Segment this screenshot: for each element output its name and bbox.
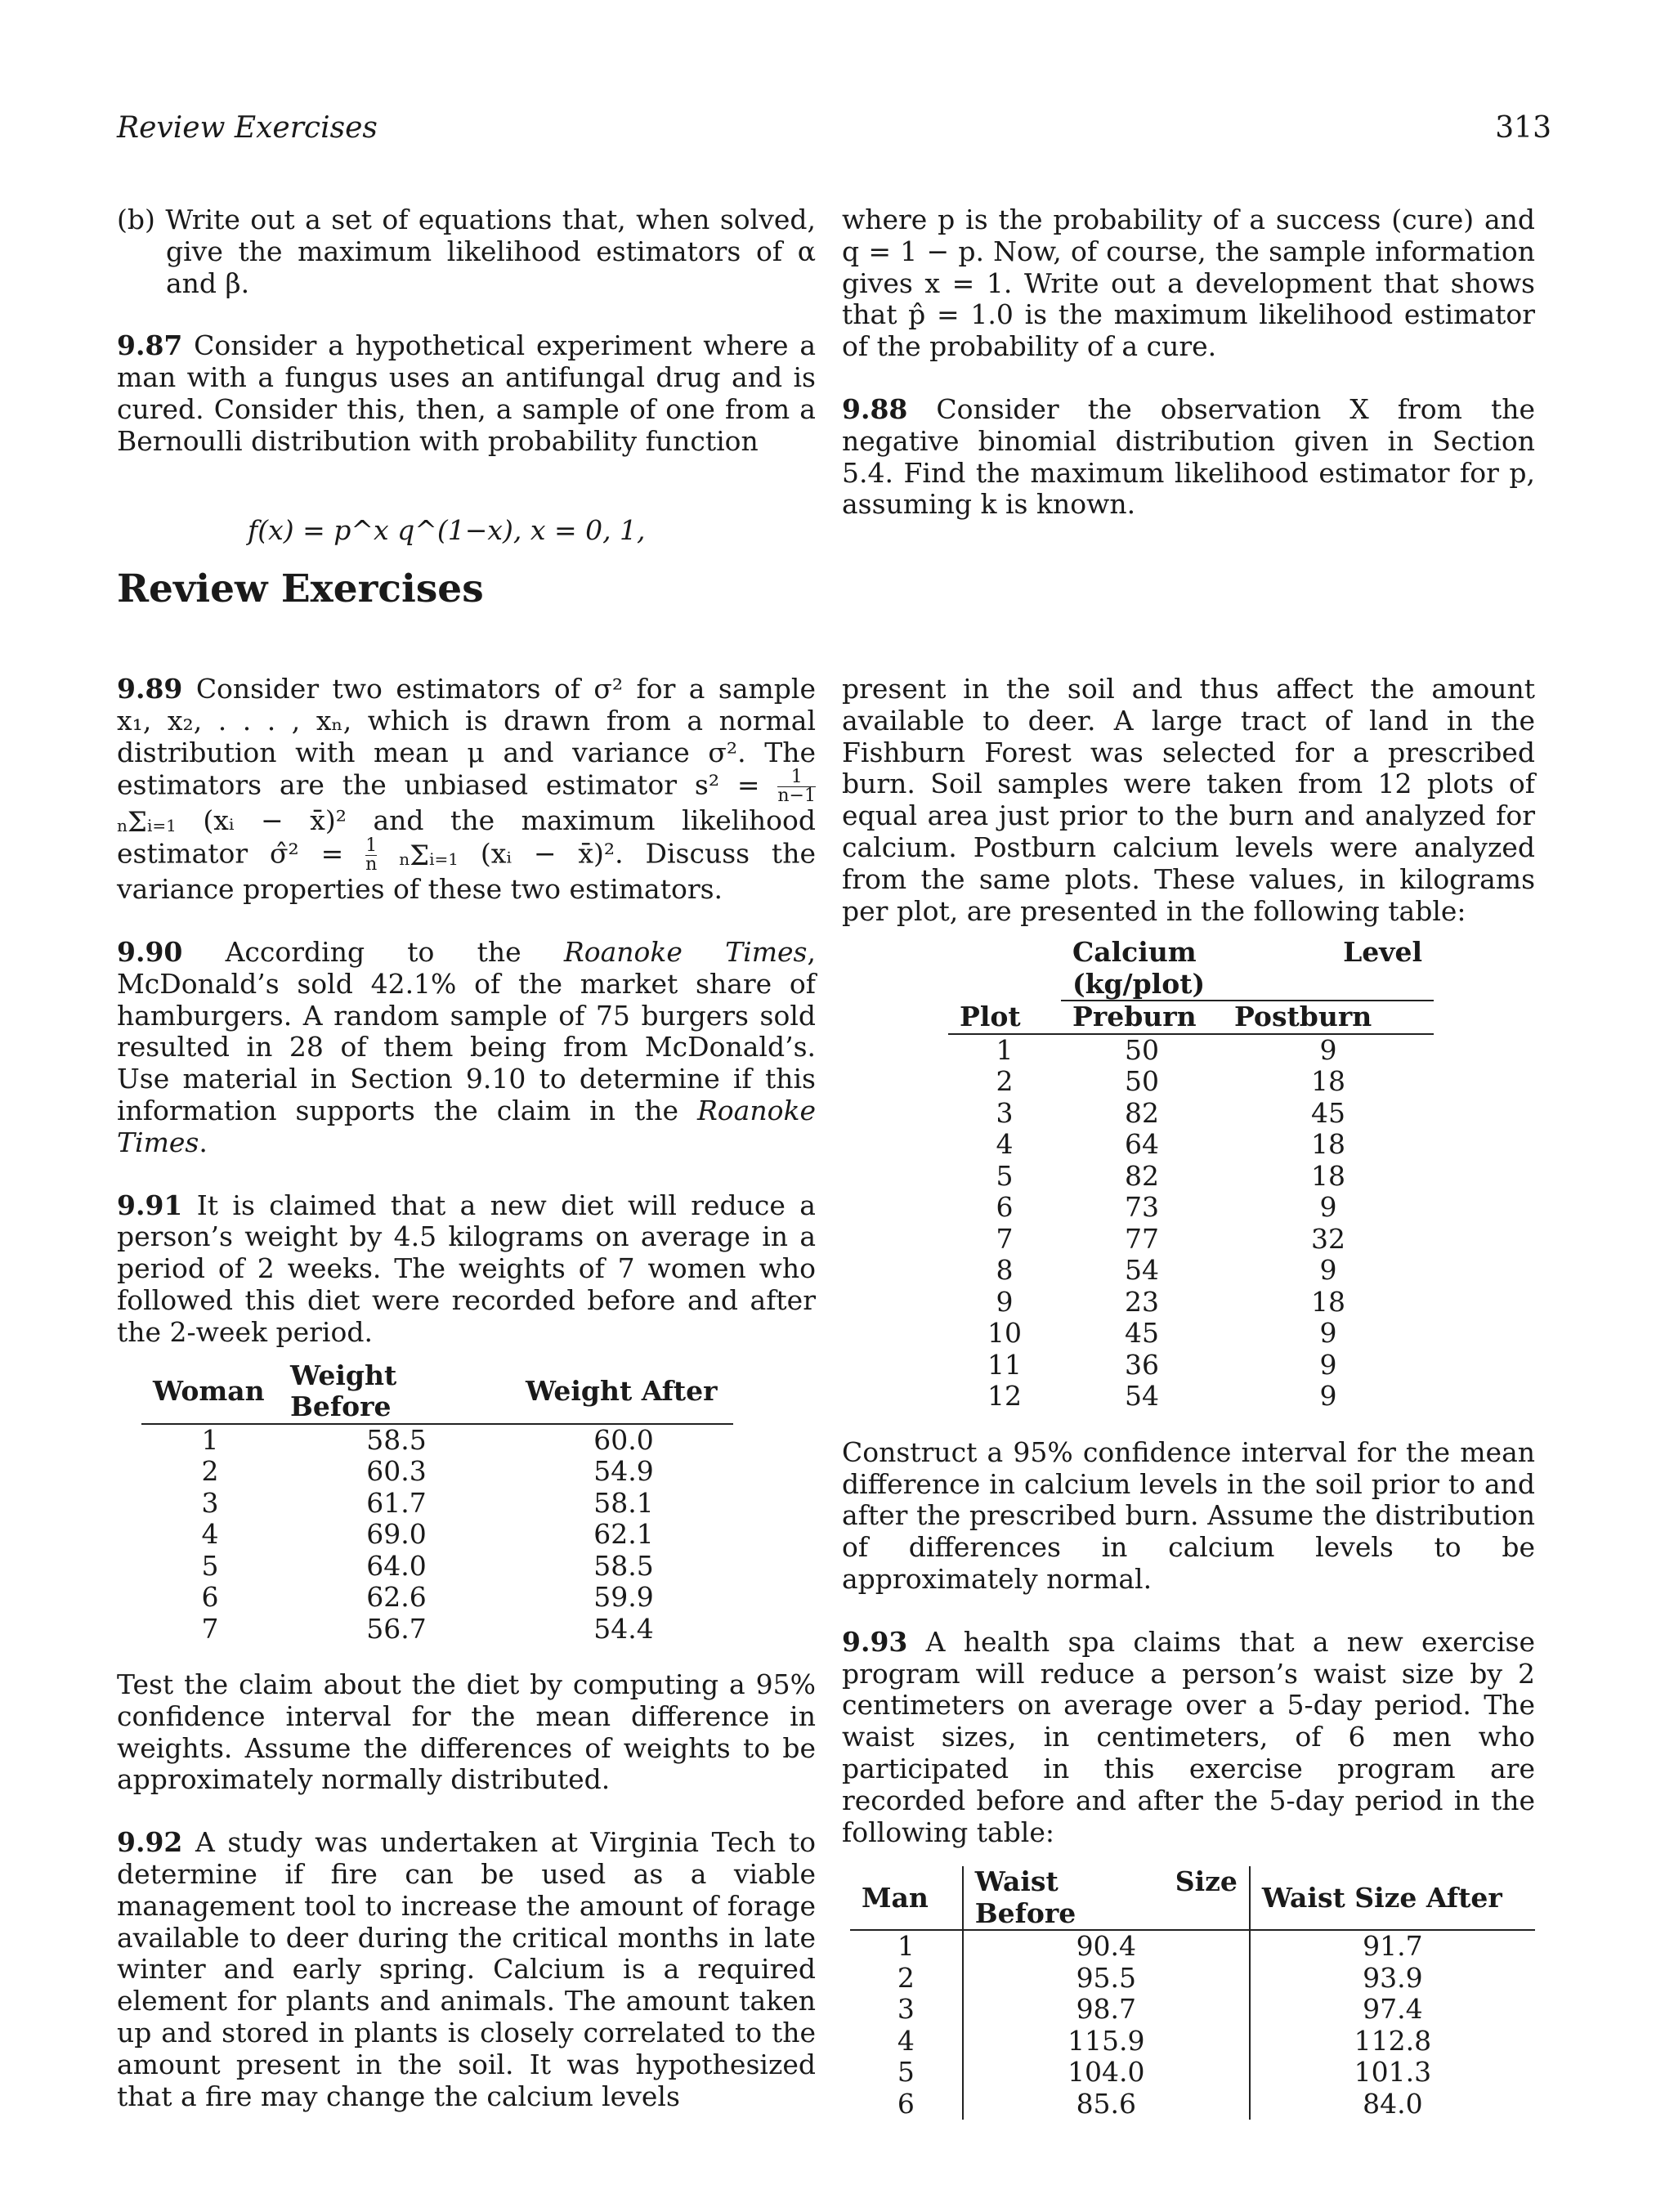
- table-row: 4 69.0 62.1: [201, 1518, 654, 1551]
- table-header: Woman: [141, 1360, 279, 1424]
- table-row: 1 50 9: [996, 1033, 1337, 1066]
- right-bottom-column: [842, 674, 1535, 2120]
- fraction-1-over-n-minus-1: $\frac{1}{n-1}$: [777, 767, 816, 807]
- summation-symbol: nΣi=1: [399, 839, 459, 872]
- exercise-9-92-conclusion: Construct a 95% confidence interval for the mean difference in calcium levels in the soil prior to and after the prescribed burn. Assume the distribution of differences in calcium levels to be approximately normal.: [842, 1435, 1535, 1596]
- table-header: Waist Size Before: [963, 1866, 1250, 1930]
- exercise-9-91: 9.91 It is claimed that a new diet will reduce a person’s weight by 4.5 kilograms on average in a period of 2 weeks. The weights of 7 women who followed this diet were recorded before and after the 2-week period.: [117, 1189, 816, 1348]
- waist-table: [850, 1866, 1535, 2120]
- table-row: 11 36 9: [987, 1348, 1337, 1381]
- exercise-9-87-continued: where p is the probability of a success (cure) and q = 1 − p. Now, of course, the sample information gives x = 1. Write out a development that shows that p̂ = 1.0 is the maximum likelihood estimator of the probability of a cure.: [842, 204, 1535, 363]
- table-header: Weight After: [514, 1360, 733, 1424]
- exercise-9-89: 9.89 Consider two estimators of σ² for a sample x₁, x₂, . . . , xₙ, which is drawn from a normal distribution with mean μ and variance σ². The estimators are the unbiased estimator s² = $\frac{1}{n-1}$ nΣi=1 (xᵢ − x̄)² and the maximum likelihood estimator σ̂² = $\frac{1}{n}$ nΣi=1 (xᵢ − x̄)². Discuss the variance properties of these two estimators.: [117, 673, 817, 906]
- exercise-9-92-continued: present in the soil and thus affect the amount available to deer. A large tract of land in the Fishburn Forest was selected for a prescribed burn. Soil samples were taken from 12 plots of equal area just prior to the burn and analyzed for calcium. Postburn calcium levels were analyzed from the same plots. These values, in kilograms per plot, are presented in the following table:: [842, 673, 1535, 927]
- table-row: 3 61.7 58.1: [201, 1486, 654, 1519]
- table-row: 2 60.3 54.9: [201, 1455, 654, 1488]
- table-row: 1 90.4 91.7: [850, 1930, 1535, 1963]
- table-row: 6 73 9: [996, 1191, 1337, 1224]
- exercise-part-b: (b) Write out a set of equations that, when solved, give the maximum likelihood estimators of α and β.: [117, 204, 816, 299]
- right-top-column: [842, 204, 1535, 521]
- weight-table: [141, 1360, 733, 1646]
- table-row: 6 62.6 59.9: [201, 1581, 654, 1614]
- bernoulli-equation: f(x) = p^x q^(1−x), x = 0, 1,: [248, 513, 646, 546]
- table-super-header: Calcium Level (kg/plot): [1061, 937, 1434, 1001]
- section-title: Review Exercises: [117, 566, 484, 611]
- table-header: Man: [850, 1866, 963, 1930]
- table-row: 4 64 18: [996, 1128, 1345, 1161]
- table-row: 7 56.7 54.4: [201, 1612, 654, 1645]
- exercise-9-90: 9.90 According to the Roanoke Times, McDonald’s sold 42.1% of the market share of hamburgers. A random sample of 75 burgers sold resulted in 28 of them being from McDonald’s. Use material in Section 9.10 to determine if this information supports the claim in the Roanoke Times.: [117, 935, 816, 1158]
- exercise-9-87: 9.87 Consider a hypothetical experiment where a man with a fungus uses an antifungal drug and is cured. Consider this, then, a sample of one from a Bernoulli distribution with probability function: [117, 329, 816, 457]
- exercise-9-88: 9.88 Consider the observation X from the negative binomial distribution given in Section 5.4. Find the maximum likelihood estimator for p, assuming k is known.: [842, 392, 1536, 521]
- table-row: 8 54 9: [996, 1254, 1337, 1287]
- table-row: 12 54 9: [987, 1380, 1337, 1413]
- table-row: 3 82 45: [996, 1096, 1345, 1129]
- table-header: Waist Size After: [1250, 1866, 1535, 1930]
- exercise-9-91-conclusion: Test the claim about the diet by computing a 95% confidence interval for the mean difference in weights. Assume the differences of weights to be approximately normally distributed.: [117, 1668, 816, 1796]
- table-row: 3 98.7 97.4: [850, 1994, 1535, 2026]
- table-header: Preburn: [1061, 1001, 1223, 1034]
- table-row: 1 58.5 60.0: [201, 1423, 654, 1456]
- table-header: Plot: [948, 1001, 1061, 1034]
- table-row: 5 82 18: [996, 1159, 1345, 1192]
- table-row: 7 77 32: [996, 1222, 1345, 1255]
- left-bottom-column: [117, 674, 816, 2112]
- exercise-9-92: 9.92 A study was undertaken at Virginia Tech to determine if fire can be used as a viable management tool to increase the amount of forage available to deer during the critical months in late winter and early spring. Calcium is a required element for plants and animals. The amount taken up and stored in plants is closely correlated to the amount present in the soil. It was hypothesized that a fire may change the calcium levels: [117, 1826, 816, 2112]
- table-row: 4 115.9 112.8: [850, 2026, 1535, 2058]
- table-header: Weight Before: [279, 1360, 514, 1424]
- table-row: 9 23 18: [996, 1285, 1345, 1318]
- left-top-column: [117, 204, 816, 562]
- table-header: Postburn: [1223, 1001, 1434, 1034]
- table-row: 10 45 9: [987, 1317, 1337, 1350]
- fraction-1-over-n: $\frac{1}{n}$: [365, 835, 378, 875]
- table-row: 5 64.0 58.5: [201, 1549, 654, 1582]
- running-title: Review Exercises: [117, 111, 378, 145]
- page-number: 313: [1495, 111, 1551, 145]
- calcium-table: [948, 937, 1434, 1413]
- table-row: 2 50 18: [996, 1065, 1345, 1098]
- exercise-9-93: 9.93 A health spa claims that a new exercise program will reduce a person’s waist size by 2 centimeters on average over a 5-day period. The waist sizes, in centimeters, of 6 men who participated in this exercise program are recorded before and after the 5-day period in the following table:: [842, 1625, 1535, 1848]
- table-row: 5 104.0 101.3: [850, 2057, 1535, 2089]
- table-row: 6 85.6 84.0: [850, 2089, 1535, 2120]
- summation-symbol: nΣi=1: [117, 806, 177, 840]
- table-row: 2 95.5 93.9: [850, 1963, 1535, 1995]
